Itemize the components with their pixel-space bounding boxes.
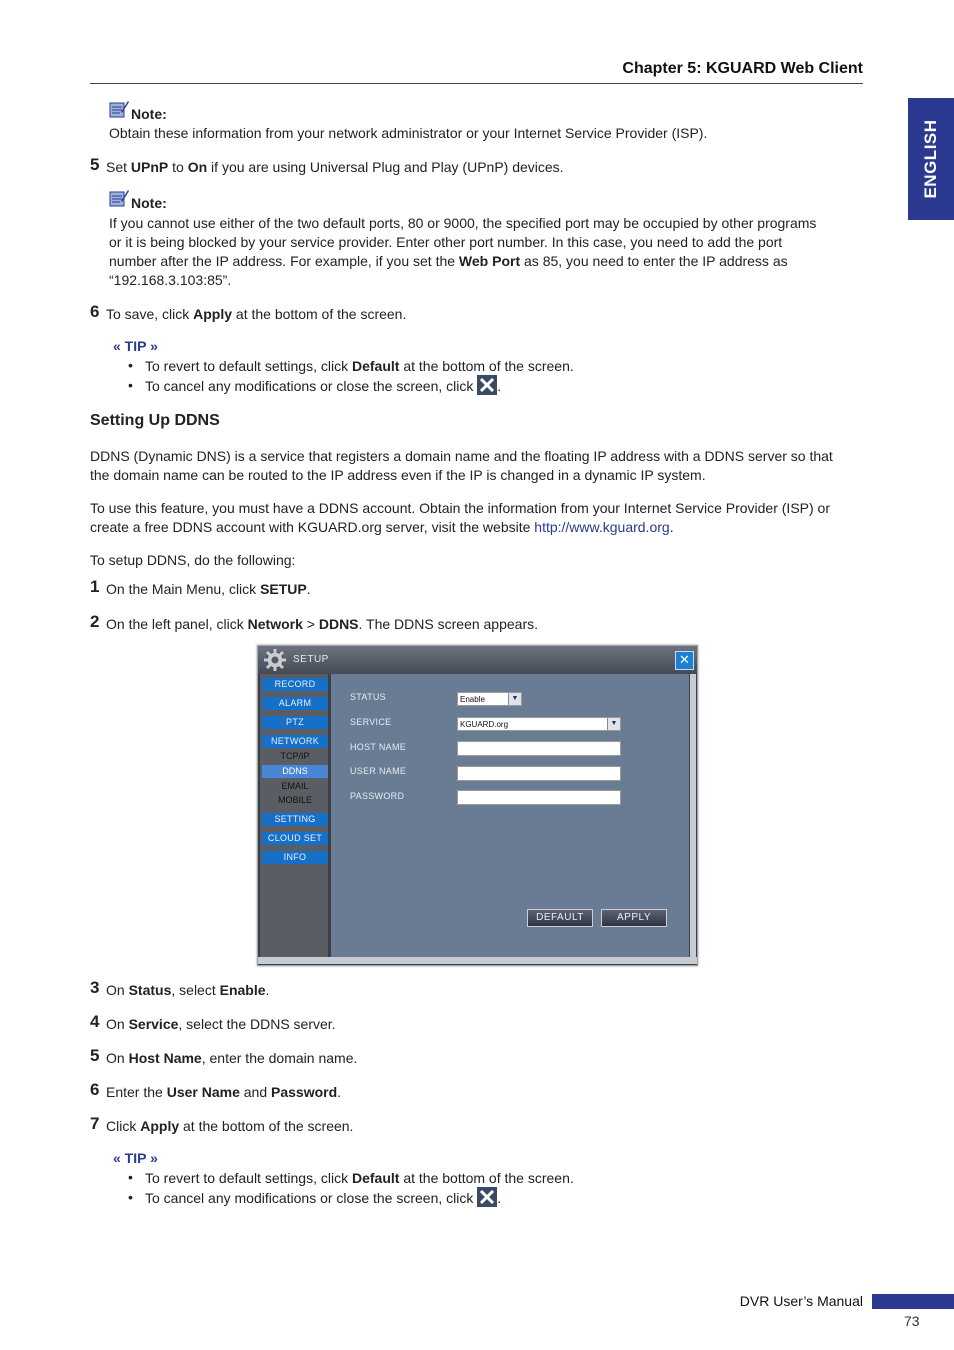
- step-text: Click Apply at the bottom of the screen.: [106, 1118, 354, 1134]
- step-text: Enter the User Name and Password.: [106, 1084, 342, 1100]
- step-text: Set UPnP to On if you are using Universal Plug and Play (UPnP) devices.: [106, 159, 564, 175]
- chevron-down-icon: ▼: [508, 693, 521, 705]
- menu-alarm[interactable]: ALARM: [262, 697, 328, 710]
- bullet-icon: •: [128, 1189, 133, 1205]
- step-number: 6: [90, 1080, 100, 1099]
- step-text: On the Main Menu, click SETUP.: [106, 581, 311, 597]
- paragraph-line: To use this feature, you must have a DDNS account. Obtain the information from your Internet Service Provider (ISP) or: [90, 500, 830, 516]
- password-label: PASSWORD: [350, 791, 405, 801]
- close-icon[interactable]: ✕: [675, 651, 694, 670]
- step-number: 4: [90, 1012, 100, 1031]
- step-number: 6: [90, 302, 100, 321]
- close-x-icon: [477, 1187, 497, 1207]
- menu-ptz[interactable]: PTZ: [262, 716, 328, 729]
- gear-icon: [263, 648, 287, 672]
- footer-manual-title: DVR User’s Manual: [739, 1293, 863, 1309]
- submenu-ddns[interactable]: DDNS: [262, 765, 328, 778]
- default-button[interactable]: DEFAULT: [527, 909, 593, 927]
- tip-item: To cancel any modifications or close the screen, click .: [145, 1189, 501, 1209]
- section-title: Setting Up DDNS: [90, 412, 220, 429]
- step-text: On Service, select the DDNS server.: [106, 1016, 336, 1032]
- submenu-mobile[interactable]: MOBILE: [277, 795, 312, 805]
- kguard-link[interactable]: http://www.kguard.org: [534, 519, 670, 535]
- tip-item: To revert to default settings, click Default at the bottom of the screen.: [145, 1170, 574, 1186]
- service-label: SERVICE: [350, 717, 392, 727]
- tip-item: To cancel any modifications or close the screen, click .: [145, 377, 501, 397]
- status-label: STATUS: [350, 692, 386, 702]
- step-number: 1: [90, 577, 100, 596]
- tip-item: To revert to default settings, click Default at the bottom of the screen.: [145, 358, 574, 374]
- user-name-input[interactable]: [457, 766, 621, 781]
- user-name-label: USER NAME: [350, 766, 407, 776]
- menu-info[interactable]: INFO: [262, 851, 328, 864]
- bullet-icon: •: [128, 1169, 133, 1185]
- ddns-form-panel: [331, 674, 689, 957]
- paragraph-line: the domain name can be routed to the IP address even if the IP is changed in a dynamic IP system.: [90, 467, 706, 483]
- language-tab-label: ENGLISH: [921, 119, 940, 199]
- step-text: To save, click Apply at the bottom of the screen.: [106, 306, 407, 322]
- step-number: 5: [90, 155, 100, 174]
- paragraph-line: DDNS (Dynamic DNS) is a service that registers a domain name and the floating IP address with a DDNS server so that: [90, 448, 833, 464]
- window-titlebar: [258, 646, 697, 674]
- host-name-label: HOST NAME: [350, 742, 407, 752]
- note-text-line: “192.168.3.103:85”.: [109, 272, 232, 288]
- note-label: Note:: [131, 106, 167, 122]
- paragraph-line: create a free DDNS account with KGUARD.org server, visit the website http://www.kguard.org.: [90, 519, 674, 535]
- step-text: On Host Name, enter the domain name.: [106, 1050, 358, 1066]
- bullet-icon: •: [128, 377, 133, 393]
- window-frame-bottom: [258, 957, 697, 964]
- footer-bar: [872, 1294, 954, 1309]
- step-number: 7: [90, 1114, 100, 1133]
- note-text-line: If you cannot use either of the two default ports, 80 or 9000, the specified port may be occupied by other programs: [109, 215, 817, 231]
- step-number: 2: [90, 612, 100, 631]
- header-rule: [90, 83, 863, 84]
- paragraph-line: To setup DDNS, do the following:: [90, 552, 296, 568]
- window-frame-right: [690, 674, 696, 957]
- window-title: SETUP: [293, 654, 329, 665]
- step-number: 5: [90, 1046, 100, 1065]
- menu-setting[interactable]: SETTING: [262, 813, 328, 826]
- note-icon: [109, 189, 129, 207]
- step-text: On Status, select Enable.: [106, 982, 270, 998]
- service-select[interactable]: KGUARD.org ▼: [457, 717, 621, 731]
- tip-label: « TIP »: [113, 338, 158, 354]
- apply-button[interactable]: APPLY: [601, 909, 667, 927]
- status-select[interactable]: Enable ▼: [457, 692, 522, 706]
- note-text-line: number after the IP address. For example, if you set the Web Port as 85, you need to enter the IP address as: [109, 253, 788, 269]
- step-number: 3: [90, 978, 100, 997]
- chevron-down-icon: ▼: [607, 718, 620, 730]
- page-number: 73: [904, 1313, 920, 1329]
- submenu-tcpip[interactable]: TCP/IP: [280, 751, 310, 761]
- setup-window: [257, 645, 698, 966]
- menu-record[interactable]: RECORD: [262, 678, 328, 691]
- bullet-icon: •: [128, 357, 133, 373]
- note-label: Note:: [131, 195, 167, 211]
- note-text: Obtain these information from your network administrator or your Internet Service Provider (ISP).: [109, 125, 708, 141]
- note-icon: [109, 100, 129, 118]
- tip-label: « TIP »: [113, 1150, 158, 1166]
- chapter-header: Chapter 5: KGUARD Web Client: [622, 60, 863, 77]
- close-x-icon: [477, 375, 497, 395]
- language-tab: [908, 98, 954, 220]
- menu-cloud-set[interactable]: CLOUD SET: [262, 832, 328, 845]
- host-name-input[interactable]: [457, 741, 621, 756]
- step-text: On the left panel, click Network > DDNS. The DDNS screen appears.: [106, 616, 539, 632]
- left-menu-panel: [260, 674, 328, 957]
- password-input[interactable]: [457, 790, 621, 805]
- note-text-line: or it is being blocked by your service provider. Enter other port number. In this case, you need to add the port: [109, 234, 783, 250]
- menu-network[interactable]: NETWORK: [262, 735, 328, 748]
- submenu-email[interactable]: EMAIL: [281, 781, 309, 791]
